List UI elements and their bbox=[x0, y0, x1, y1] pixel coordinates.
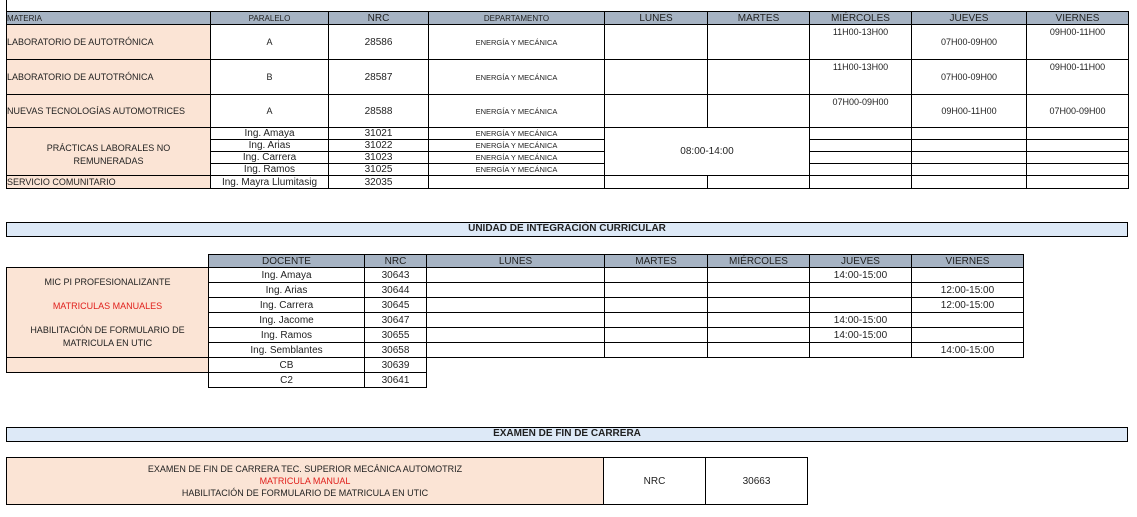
paralelo-cell: Ing. Mayra Llumitasig bbox=[211, 176, 329, 189]
table-row bbox=[7, 373, 1024, 388]
docente-cell: Ing. Ramos bbox=[209, 328, 365, 343]
uic-label-line4: MATRICULA EN UTIC bbox=[62, 337, 153, 348]
empty-header bbox=[7, 255, 209, 268]
docente-cell: CB bbox=[209, 358, 365, 373]
miercoles-cell: 11H00-13H00 bbox=[810, 60, 912, 95]
exam-nrc-label: NRC bbox=[604, 458, 706, 505]
empty-cell bbox=[912, 164, 1027, 176]
nrc-cell: 31022 bbox=[329, 140, 429, 152]
viernes-cell: 09H00-11H00 bbox=[1027, 25, 1129, 60]
col-miercoles: MIÉRCOLES bbox=[708, 255, 810, 268]
empty-cell bbox=[427, 313, 605, 328]
col-martes: MARTES bbox=[708, 12, 810, 25]
empty-cell bbox=[810, 164, 912, 176]
col-viernes: VIERNES bbox=[912, 255, 1024, 268]
exam-description-cell bbox=[7, 458, 604, 505]
uic-header-row bbox=[7, 255, 1024, 268]
jueves-cell: 14:00-15:00 bbox=[810, 328, 912, 343]
empty-cell bbox=[7, 373, 209, 388]
departamento-cell: ENERGÍA Y MECÁNICA bbox=[429, 140, 605, 152]
docente-cell: Ing. Arias bbox=[209, 283, 365, 298]
lunes-cell bbox=[605, 25, 708, 60]
empty-cell bbox=[708, 268, 810, 283]
departamento-cell: ENERGÍA Y MECÁNICA bbox=[429, 60, 605, 95]
empty-cell bbox=[708, 313, 810, 328]
miercoles-cell: 07H00-09H00 bbox=[810, 95, 912, 128]
paralelo-cell: B bbox=[211, 60, 329, 95]
jueves-cell: 14:00-15:00 bbox=[810, 268, 912, 283]
empty-cell bbox=[427, 298, 605, 313]
empty-cell bbox=[708, 343, 810, 358]
col-miercoles: MIÉRCOLES bbox=[810, 12, 912, 25]
nrc-cell: 30658 bbox=[365, 343, 427, 358]
practicas-line1: PRÁCTICAS LABORALES NO bbox=[46, 143, 171, 153]
col-lunes: LUNES bbox=[605, 12, 708, 25]
viernes-cell bbox=[912, 268, 1024, 283]
paralelo-cell: Ing. Carrera bbox=[211, 152, 329, 164]
nrc-cell: 31023 bbox=[329, 152, 429, 164]
jueves-cell: 07H00-09H00 bbox=[912, 25, 1027, 60]
docente-cell: Ing. Amaya bbox=[209, 268, 365, 283]
empty-cell bbox=[708, 283, 810, 298]
col-jueves: JUEVES bbox=[912, 12, 1027, 25]
empty-cell bbox=[1027, 176, 1129, 189]
col-martes: MARTES bbox=[605, 255, 708, 268]
empty-cell bbox=[810, 128, 912, 140]
departamento-cell: ENERGÍA Y MECÁNICA bbox=[429, 25, 605, 60]
uic-label-red: MATRICULAS MANUALES bbox=[52, 300, 163, 311]
jueves-cell bbox=[810, 283, 912, 298]
materia-cell: SERVICIO COMUNITARIO bbox=[7, 176, 211, 189]
uic-label-cell bbox=[7, 268, 209, 358]
empty-cell bbox=[810, 140, 912, 152]
table-row bbox=[7, 358, 1024, 373]
empty-cell bbox=[912, 140, 1027, 152]
empty-cell bbox=[427, 268, 605, 283]
empty-cell bbox=[810, 152, 912, 164]
empty-cell bbox=[427, 328, 605, 343]
departamento-cell: ENERGÍA Y MECÁNICA bbox=[429, 164, 605, 176]
empty-cell bbox=[912, 128, 1027, 140]
nrc-cell: 28586 bbox=[329, 25, 429, 60]
empty-cell bbox=[605, 283, 708, 298]
materia-cell: LABORATORIO DE AUTOTRÓNICA bbox=[7, 25, 211, 60]
uic-label-line3: HABILITACIÓN DE FORMULARIO DE bbox=[30, 324, 185, 335]
nrc-cell: 30644 bbox=[365, 283, 427, 298]
col-viernes: VIERNES bbox=[1027, 12, 1129, 25]
schedule-table bbox=[6, 11, 1129, 189]
nrc-cell: 28587 bbox=[329, 60, 429, 95]
exam-line3: HABILITACIÓN DE FORMULARIO DE MATRICULA EN UTIC bbox=[181, 488, 429, 498]
viernes-cell: 14:00-15:00 bbox=[912, 343, 1024, 358]
exam-line1: EXAMEN DE FIN DE CARRERA TEC. SUPERIOR MECÁNICA AUTOMOTRIZ bbox=[147, 464, 463, 474]
col-departamento: DEPARTAMENTO bbox=[429, 12, 605, 25]
nrc-cell: 30641 bbox=[365, 373, 427, 388]
nrc-cell: 32035 bbox=[329, 176, 429, 189]
nrc-cell: 31021 bbox=[329, 128, 429, 140]
lunes-cell bbox=[605, 95, 708, 128]
empty-cell bbox=[708, 298, 810, 313]
empty-cell bbox=[427, 283, 605, 298]
empty-cell bbox=[605, 268, 708, 283]
table-row bbox=[7, 60, 1129, 95]
paralelo-cell: A bbox=[211, 95, 329, 128]
viernes-cell bbox=[912, 313, 1024, 328]
col-docente: DOCENTE bbox=[209, 255, 365, 268]
martes-cell bbox=[708, 25, 810, 60]
empty-cell bbox=[605, 176, 708, 189]
empty-cell bbox=[810, 176, 912, 189]
empty-cell bbox=[1027, 140, 1129, 152]
materia-cell: NUEVAS TECNOLOGÍAS AUTOMOTRICES bbox=[7, 95, 211, 128]
empty-cell bbox=[912, 176, 1027, 189]
table-row bbox=[7, 458, 808, 505]
departamento-cell: ENERGÍA Y MECÁNICA bbox=[429, 152, 605, 164]
empty-cell bbox=[1027, 152, 1129, 164]
empty-cell bbox=[427, 373, 1024, 388]
table-row bbox=[7, 128, 1129, 140]
practicas-horario-cell: 08:00-14:00 bbox=[605, 128, 810, 176]
table-row bbox=[7, 268, 1024, 283]
paralelo-cell: Ing. Arias bbox=[211, 140, 329, 152]
col-lunes: LUNES bbox=[427, 255, 605, 268]
viernes-cell: 09H00-11H00 bbox=[1027, 60, 1129, 95]
practicas-line2: REMUNERADAS bbox=[73, 156, 144, 166]
section-title-examen: EXAMEN DE FIN DE CARRERA bbox=[6, 427, 1128, 442]
docente-cell: Ing. Semblantes bbox=[209, 343, 365, 358]
viernes-cell: 12:00-15:00 bbox=[912, 298, 1024, 313]
departamento-cell: ENERGÍA Y MECÁNICA bbox=[429, 128, 605, 140]
empty-cell bbox=[605, 298, 708, 313]
table-row bbox=[7, 95, 1129, 128]
nrc-cell: 30639 bbox=[365, 358, 427, 373]
materia-cell: LABORATORIO DE AUTOTRÓNICA bbox=[7, 60, 211, 95]
martes-cell bbox=[708, 60, 810, 95]
jueves-cell: 09H00-11H00 bbox=[912, 95, 1027, 128]
empty-cell bbox=[427, 358, 1024, 373]
jueves-cell: 14:00-15:00 bbox=[810, 313, 912, 328]
lunes-cell bbox=[605, 60, 708, 95]
schedule-header-row bbox=[7, 12, 1129, 25]
docente-cell: Ing. Jacome bbox=[209, 313, 365, 328]
practicas-materia-cell bbox=[7, 128, 211, 176]
nrc-cell: 28588 bbox=[329, 95, 429, 128]
empty-cell bbox=[429, 176, 605, 189]
exam-line2: MATRICULA MANUAL bbox=[259, 476, 351, 486]
uic-label-cell-extra bbox=[7, 358, 209, 373]
col-nrc: NRC bbox=[329, 12, 429, 25]
jueves-cell: 07H00-09H00 bbox=[912, 60, 1027, 95]
jueves-cell bbox=[810, 343, 912, 358]
empty-cell bbox=[1027, 164, 1129, 176]
col-jueves: JUEVES bbox=[810, 255, 912, 268]
empty-cell bbox=[427, 343, 605, 358]
martes-cell bbox=[708, 95, 810, 128]
nrc-cell: 30643 bbox=[365, 268, 427, 283]
empty-cell bbox=[605, 328, 708, 343]
empty-cell bbox=[708, 328, 810, 343]
miercoles-cell: 11H00-13H00 bbox=[810, 25, 912, 60]
empty-cell bbox=[605, 343, 708, 358]
table-row bbox=[7, 176, 1129, 189]
empty-cell bbox=[1027, 128, 1129, 140]
nrc-cell: 31025 bbox=[329, 164, 429, 176]
empty-cell bbox=[605, 313, 708, 328]
uic-table bbox=[6, 254, 1024, 388]
exam-table bbox=[6, 457, 808, 505]
nrc-cell: 30645 bbox=[365, 298, 427, 313]
empty-cell bbox=[912, 152, 1027, 164]
viernes-cell: 12:00-15:00 bbox=[912, 283, 1024, 298]
nrc-cell: 30655 bbox=[365, 328, 427, 343]
viernes-cell bbox=[912, 328, 1024, 343]
nrc-cell: 30647 bbox=[365, 313, 427, 328]
empty-cell bbox=[708, 176, 810, 189]
col-paralelo: PARALELO bbox=[211, 12, 329, 25]
section-title-unidad: UNIDAD DE INTEGRACIÓN CURRICULAR bbox=[6, 222, 1128, 237]
paralelo-cell: Ing. Ramos bbox=[211, 164, 329, 176]
table-row bbox=[7, 25, 1129, 60]
uic-label-line1: MIC PI PROFESIONALIZANTE bbox=[44, 276, 171, 287]
col-nrc: NRC bbox=[365, 255, 427, 268]
docente-cell: C2 bbox=[209, 373, 365, 388]
jueves-cell bbox=[810, 298, 912, 313]
paralelo-cell: A bbox=[211, 25, 329, 60]
col-materia: MATERIA bbox=[7, 12, 211, 25]
departamento-cell: ENERGÍA Y MECÁNICA bbox=[429, 95, 605, 128]
viernes-cell: 07H00-09H00 bbox=[1027, 95, 1129, 128]
exam-nrc-value: 30663 bbox=[706, 458, 808, 505]
docente-cell: Ing. Carrera bbox=[209, 298, 365, 313]
paralelo-cell: Ing. Amaya bbox=[211, 128, 329, 140]
